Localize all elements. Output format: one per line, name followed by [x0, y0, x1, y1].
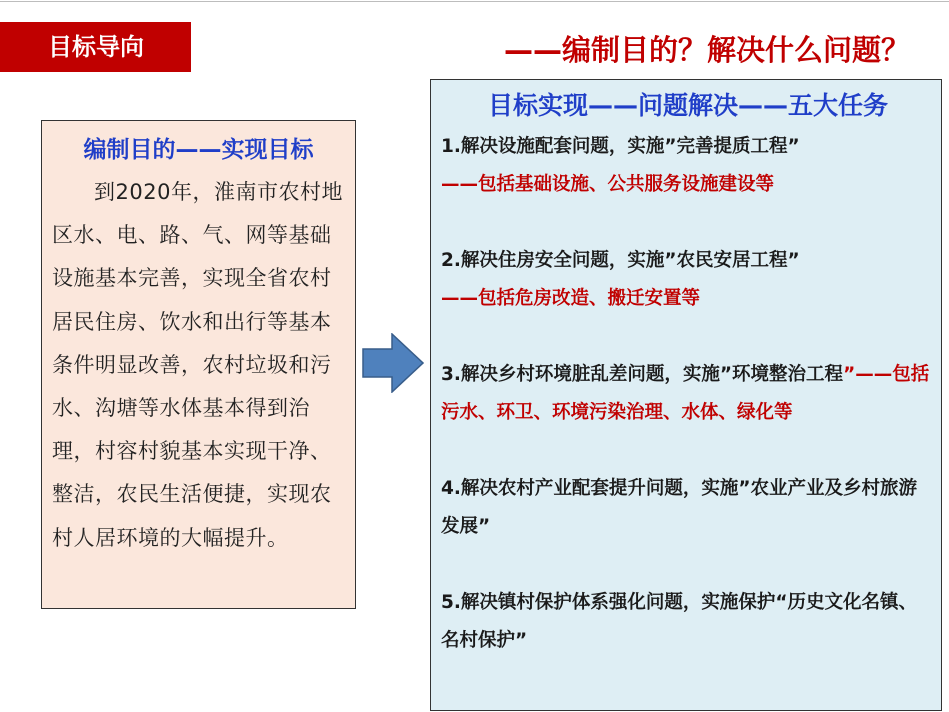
headline: ——编制目的？解决什么问题？	[503, 33, 910, 67]
task-text: 4.解决农村产业配套提升问题，实施”农业产业及乡村旅游发展”	[441, 478, 918, 537]
task-text: 1.解决设施配套问题，实施”完善提质工程”	[441, 136, 800, 157]
top-divider	[0, 1, 949, 2]
task-detail: ——包括基础设施、公共服务设施建设等	[441, 173, 775, 195]
task-item	[441, 356, 935, 431]
tasks-panel-title: 目标实现——问题解决——五大任务	[487, 91, 888, 120]
section-tag-label: 目标导向	[48, 33, 144, 61]
task-text: 5.解决镇村保护体系强化问题，实施保护“历史文化名镇、名村保护”	[441, 592, 918, 651]
task-detail: ——包括危房改造、搬迁安置等	[441, 287, 701, 309]
task-text: 2.解决住房安全问题，实施”农民安居工程”	[441, 250, 800, 271]
tasks-panel	[430, 79, 942, 711]
task-item	[441, 470, 935, 545]
task-text: 3.解决乡村环境脏乱差问题，实施”环境整治工程	[441, 364, 844, 385]
goal-panel-body: 到2020年，淮南市农村地区水、电、路、气、网等基础设施基本完善，实现全省农村居民住房、饮水和出行等基本条件明显改善，农村垃圾和污水、沟塘等水体基本得到治理，村容村貌基本实现干净、整洁，农民生活便捷，实现农村人居环境的大幅提升。	[52, 180, 343, 550]
right-arrow-icon	[362, 333, 424, 393]
task-item	[441, 584, 935, 659]
task-item	[441, 242, 935, 317]
goal-panel-title: 编制目的——实现目标	[83, 137, 314, 163]
task-detail: ”——包括污水、环卫、环境污染治理、水体、绿化等	[441, 364, 930, 423]
task-item	[441, 128, 935, 203]
section-tag	[0, 22, 191, 72]
goal-panel	[41, 120, 356, 609]
